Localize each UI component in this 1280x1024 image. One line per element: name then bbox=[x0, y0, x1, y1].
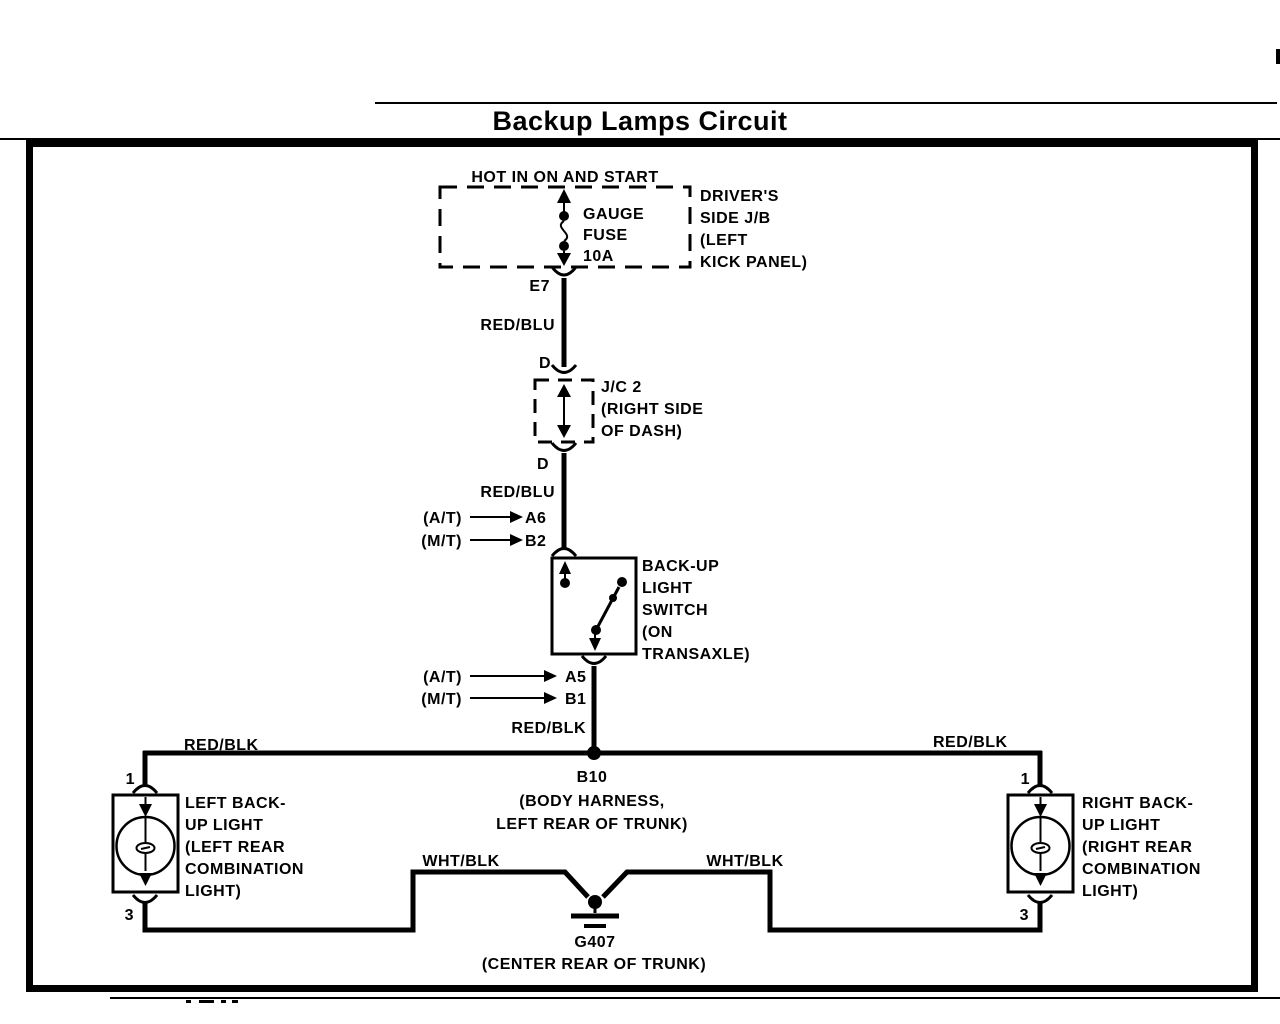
left-light-pin1: 1 bbox=[125, 771, 135, 788]
pin-arrowhead-b1 bbox=[544, 692, 557, 704]
right-bulb-arrow-top bbox=[1034, 804, 1047, 817]
fuse-name-line: FUSE bbox=[583, 227, 628, 244]
fuse-name-line: GAUGE bbox=[583, 206, 645, 223]
wire-label-red-blu-2: RED/BLU bbox=[480, 484, 555, 501]
clipped-text-fragment bbox=[221, 1000, 226, 1003]
right-bulb-filament-tick bbox=[1036, 847, 1045, 849]
jc2-arrow-up bbox=[557, 384, 571, 397]
splice-location-line: (BODY HARNESS, bbox=[519, 793, 665, 810]
left-bulb-filament-tick bbox=[141, 847, 150, 849]
switch-arrow-out bbox=[589, 638, 601, 651]
wire-wht-blk-right bbox=[603, 872, 1040, 930]
connector-right-light-pin1 bbox=[1028, 786, 1052, 794]
pin-d-in-label: D bbox=[538, 355, 551, 372]
wire-label-red-blk-right: RED/BLK bbox=[933, 734, 1008, 751]
connector-d-out bbox=[552, 443, 576, 451]
clipped-text-fragment bbox=[199, 1000, 214, 1003]
left-bulb-arrow-top bbox=[139, 804, 152, 817]
switch-label-line: SWITCH bbox=[642, 602, 709, 619]
right-light-label-line: (RIGHT REAR bbox=[1082, 839, 1193, 856]
switch-fixed-contact bbox=[617, 577, 627, 587]
fuse-arrow-down bbox=[557, 253, 571, 266]
switch-label-line: BACK-UP bbox=[642, 558, 720, 575]
splice-location-line: LEFT REAR OF TRUNK) bbox=[496, 816, 688, 833]
ground-name: G407 bbox=[574, 934, 616, 951]
right-light-label-line: LIGHT) bbox=[1082, 883, 1139, 900]
switch-label-line: LIGHT bbox=[642, 580, 693, 597]
jb-location-line: (LEFT bbox=[700, 232, 748, 249]
jb-location-line: DRIVER'S bbox=[700, 188, 779, 205]
wire-label-wht-blk-right: WHT/BLK bbox=[706, 853, 784, 870]
splice-b10-label: B10 bbox=[576, 769, 608, 786]
left-light-label-line: LIGHT) bbox=[185, 883, 242, 900]
right-light-pin3: 3 bbox=[1019, 907, 1029, 924]
connector-left-light-pin1 bbox=[133, 786, 157, 794]
pin-e7-label: E7 bbox=[529, 278, 550, 295]
switch-terminal-in bbox=[560, 578, 570, 588]
jc2-label-line: J/C 2 bbox=[601, 379, 642, 396]
jc2-label-line: OF DASH) bbox=[601, 423, 683, 440]
left-light-label-line: (LEFT REAR bbox=[185, 839, 286, 856]
wire-wht-blk-left bbox=[145, 872, 588, 930]
trans-at-label-in: (A/T) bbox=[423, 510, 462, 527]
trans-mt-label-out: (M/T) bbox=[421, 691, 462, 708]
wire-label-red-blk-left: RED/BLK bbox=[184, 737, 259, 754]
connector-right-light-pin3 bbox=[1028, 895, 1052, 903]
pin-d-out-label: D bbox=[536, 456, 549, 473]
ground-location: (CENTER REAR OF TRUNK) bbox=[481, 956, 707, 973]
left-light-label-line: COMBINATION bbox=[185, 861, 304, 878]
trans-at-label-out: (A/T) bbox=[423, 669, 462, 686]
right-light-label-line: COMBINATION bbox=[1082, 861, 1201, 878]
pin-b2-label: B2 bbox=[525, 533, 547, 550]
fuse-terminal-bottom bbox=[559, 241, 569, 251]
fuse-element bbox=[561, 221, 567, 241]
connector-switch-in bbox=[552, 549, 576, 557]
right-light-pin1: 1 bbox=[1020, 771, 1030, 788]
jc2-arrow-down bbox=[557, 425, 571, 438]
hot-label: HOT IN ON AND START bbox=[471, 169, 659, 186]
right-light-label-line: RIGHT BACK- bbox=[1082, 795, 1194, 812]
left-light-label-line: LEFT BACK- bbox=[185, 795, 286, 812]
wire-label-wht-blk-left: WHT/BLK bbox=[422, 853, 500, 870]
pin-a5-label: A5 bbox=[565, 669, 587, 686]
splice-b10-dot bbox=[587, 746, 601, 760]
pin-arrowhead-a6 bbox=[510, 511, 523, 523]
jc2-label-line: (RIGHT SIDE bbox=[601, 401, 704, 418]
left-light-label-line: UP LIGHT bbox=[185, 817, 264, 834]
left-light-pin3: 3 bbox=[124, 907, 134, 924]
fuse-rating: 10A bbox=[583, 248, 614, 265]
clipped-text-fragment bbox=[232, 1000, 238, 1003]
clipped-text-fragment bbox=[186, 1000, 191, 1003]
page-title: Backup Lamps Circuit bbox=[492, 106, 788, 136]
jb-location-line: SIDE J/B bbox=[700, 210, 771, 227]
switch-blade-dot bbox=[609, 594, 617, 602]
pin-a6-label: A6 bbox=[525, 510, 547, 527]
fuse-terminal-top bbox=[559, 211, 569, 221]
switch-blade bbox=[596, 587, 619, 630]
pin-b1-label: B1 bbox=[565, 691, 587, 708]
edge-artifact-mark bbox=[1276, 49, 1280, 64]
switch-label-line: (ON bbox=[642, 624, 673, 641]
pin-arrowhead-a5 bbox=[544, 670, 557, 682]
pin-arrowhead-b2 bbox=[510, 534, 523, 546]
left-bulb-arrow-bottom bbox=[139, 873, 152, 886]
wire-label-red-blu-1: RED/BLU bbox=[480, 317, 555, 334]
connector-switch-out bbox=[582, 656, 606, 664]
connector-left-light-pin3 bbox=[133, 895, 157, 903]
wire-label-red-blk-main: RED/BLK bbox=[511, 720, 586, 737]
right-light-label-line: UP LIGHT bbox=[1082, 817, 1161, 834]
jb-location-line: KICK PANEL) bbox=[700, 254, 808, 271]
switch-label-line: TRANSAXLE) bbox=[642, 646, 751, 663]
trans-mt-label-in: (M/T) bbox=[421, 533, 462, 550]
right-bulb-arrow-bottom bbox=[1034, 873, 1047, 886]
